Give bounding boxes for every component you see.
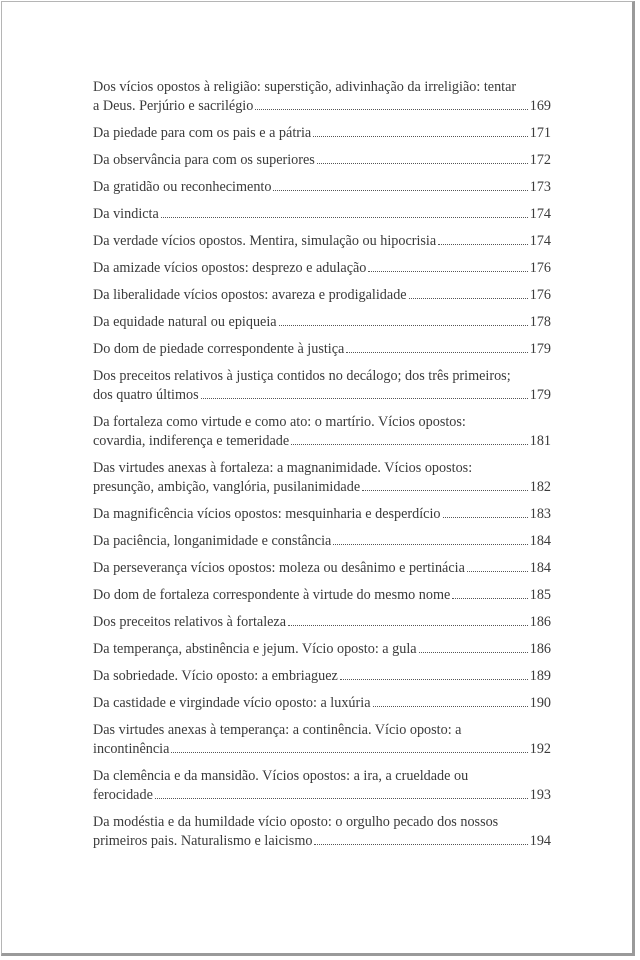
dot-leader xyxy=(255,108,527,110)
toc-entry-title: Da piedade para com os pais e a pátria xyxy=(93,125,312,141)
toc-entry-title: Do dom de fortaleza correspondente à virtude do mesmo nome xyxy=(93,587,451,603)
toc-entry xyxy=(93,559,551,578)
toc-entry-title: dos quatro últimos xyxy=(93,387,199,403)
dot-leader xyxy=(362,489,528,491)
dot-leader xyxy=(279,324,528,326)
toc-entry xyxy=(93,178,551,197)
dot-leader xyxy=(443,516,528,518)
toc-entry xyxy=(93,613,551,632)
dot-leader xyxy=(438,243,528,245)
toc-entry-last-line xyxy=(93,667,551,686)
toc-entry xyxy=(93,205,551,224)
toc-entry-title: Da magnificência vícios opostos: mesquinharia e desperdício xyxy=(93,506,441,522)
toc-entry-last-line xyxy=(93,205,551,224)
toc-entry-last-line xyxy=(93,97,551,116)
dot-leader xyxy=(155,797,528,799)
toc-entry-last-line xyxy=(93,340,551,359)
page-number: 181 xyxy=(529,433,551,449)
page-number: 172 xyxy=(529,152,551,168)
toc-entry-last-line xyxy=(93,151,551,170)
page-number: 179 xyxy=(529,341,551,357)
toc-entry-title: Da sobriedade. Vício oposto: a embriaguez xyxy=(93,668,338,684)
dot-leader xyxy=(288,624,528,626)
dot-leader xyxy=(333,543,527,545)
toc-entry-last-line xyxy=(93,786,551,805)
page-number: 174 xyxy=(529,206,551,222)
toc-entry-title: Da vindicta xyxy=(93,206,159,222)
page-number: 184 xyxy=(529,560,551,576)
page-number: 190 xyxy=(529,695,551,711)
toc-entry xyxy=(93,286,551,305)
toc-entry-title: Do dom de piedade correspondente à justiça xyxy=(93,341,345,357)
toc-entry-title: Da observância para com os superiores xyxy=(93,152,315,168)
toc-entry-last-line xyxy=(93,232,551,251)
page-number: 194 xyxy=(529,833,551,849)
toc-entry-title: Da liberalidade vícios opostos: avareza e prodigalidade xyxy=(93,287,407,303)
dot-leader xyxy=(368,270,527,272)
page-number: 185 xyxy=(529,587,551,603)
page-number: 189 xyxy=(529,668,551,684)
dot-leader xyxy=(161,216,528,218)
toc-entry-last-line xyxy=(93,386,551,405)
toc-entry-title: ferocidade xyxy=(93,787,153,803)
dot-leader xyxy=(313,135,527,137)
toc-entry xyxy=(93,694,551,713)
toc-entry-title: presunção, ambição, vanglória, pusilanimidade xyxy=(93,479,361,495)
page-number: 186 xyxy=(529,641,551,657)
dot-leader xyxy=(201,397,528,399)
toc-entry-title: primeiros pais. Naturalismo e laicismo xyxy=(93,833,313,849)
toc-entry-last-line xyxy=(93,313,551,332)
toc-entry-line: Da modéstia e da humildade vício oposto: o orgulho pecado dos nossos xyxy=(93,814,499,830)
toc-entry xyxy=(93,459,551,497)
toc-entry-title: Da temperança, abstinência e jejum. Vício oposto: a gula xyxy=(93,641,417,657)
toc-entry-title: a Deus. Perjúrio e sacrilégio xyxy=(93,98,254,114)
page-number: 176 xyxy=(529,260,551,276)
page-number: 176 xyxy=(529,287,551,303)
toc-entry-last-line xyxy=(93,432,551,451)
toc-entry-line: Da fortaleza como virtude e como ato: o martírio. Vícios opostos: xyxy=(93,414,466,430)
page-number: 178 xyxy=(529,314,551,330)
page-number: 192 xyxy=(529,741,551,757)
dot-leader xyxy=(273,189,527,191)
toc-entry-last-line xyxy=(93,505,551,524)
toc-entry-title: Dos preceitos relativos à fortaleza xyxy=(93,614,287,630)
toc-entry xyxy=(93,151,551,170)
toc-entry-last-line xyxy=(93,694,551,713)
toc-entry-last-line xyxy=(93,613,551,632)
toc-entry-line: Dos vícios opostos à religião: superstição, adivinhação da irreligião: tentar xyxy=(93,79,517,95)
dot-leader xyxy=(409,297,528,299)
dot-leader xyxy=(419,651,528,653)
table-of-contents xyxy=(93,78,551,859)
toc-entry xyxy=(93,78,551,116)
dot-leader xyxy=(314,843,527,845)
toc-entry-title: Da amizade vícios opostos: desprezo e adulação xyxy=(93,260,367,276)
page-number: 193 xyxy=(529,787,551,803)
toc-entry xyxy=(93,340,551,359)
toc-entry-title: Da gratidão ou reconhecimento xyxy=(93,179,272,195)
toc-entry-last-line xyxy=(93,640,551,659)
toc-entry-last-line xyxy=(93,124,551,143)
page-number: 174 xyxy=(529,233,551,249)
page-number: 186 xyxy=(529,614,551,630)
toc-entry-line: Das virtudes anexas à fortaleza: a magnanimidade. Vícios opostos: xyxy=(93,460,473,476)
toc-entry xyxy=(93,586,551,605)
toc-entry-title: Da perseverança vícios opostos: moleza ou desânimo e pertinácia xyxy=(93,560,465,576)
toc-entry-title: Da equidade natural ou epiqueia xyxy=(93,314,277,330)
toc-entry-last-line xyxy=(93,478,551,497)
toc-entry-line: Da clemência e da mansidão. Vícios opostos: a ira, a crueldade ou xyxy=(93,768,469,784)
toc-entry-title: Da paciência, longanimidade e constância xyxy=(93,533,332,549)
toc-entry xyxy=(93,232,551,251)
toc-entry xyxy=(93,413,551,451)
toc-entry xyxy=(93,505,551,524)
dot-leader xyxy=(346,351,527,353)
toc-entry-title: incontinência xyxy=(93,741,170,757)
toc-entry-last-line xyxy=(93,286,551,305)
dot-leader xyxy=(171,751,527,753)
toc-entry xyxy=(93,640,551,659)
page-number: 169 xyxy=(529,98,551,114)
toc-entry-last-line xyxy=(93,259,551,278)
toc-entry-last-line xyxy=(93,740,551,759)
toc-entry xyxy=(93,813,551,851)
toc-entry xyxy=(93,367,551,405)
page-number: 183 xyxy=(529,506,551,522)
dot-leader xyxy=(467,570,528,572)
toc-entry-last-line xyxy=(93,532,551,551)
toc-entry-line: Das virtudes anexas à temperança: a continência. Vício oposto: a xyxy=(93,722,462,738)
toc-entry xyxy=(93,259,551,278)
toc-entry xyxy=(93,721,551,759)
toc-entry xyxy=(93,532,551,551)
toc-entry xyxy=(93,313,551,332)
toc-entry-title: covardia, indiferença e temeridade xyxy=(93,433,290,449)
page-number: 179 xyxy=(529,387,551,403)
toc-entry xyxy=(93,767,551,805)
toc-entry-last-line xyxy=(93,559,551,578)
toc-entry-last-line xyxy=(93,832,551,851)
toc-entry xyxy=(93,667,551,686)
dot-leader xyxy=(317,162,528,164)
toc-entry-last-line xyxy=(93,178,551,197)
toc-entry-title: Da verdade vícios opostos. Mentira, simulação ou hipocrisia xyxy=(93,233,437,249)
toc-entry-title: Da castidade e virgindade vício oposto: a luxúria xyxy=(93,695,371,711)
toc-entry xyxy=(93,124,551,143)
dot-leader xyxy=(452,597,527,599)
dot-leader xyxy=(340,678,528,680)
page-number: 173 xyxy=(529,179,551,195)
dot-leader xyxy=(373,705,528,707)
page-number: 184 xyxy=(529,533,551,549)
page-number: 171 xyxy=(529,125,551,141)
toc-entry-line: Dos preceitos relativos à justiça contidos no decálogo; dos três primeiros; xyxy=(93,368,511,384)
page-number: 182 xyxy=(529,479,551,495)
toc-entry-last-line xyxy=(93,586,551,605)
dot-leader xyxy=(291,443,528,445)
